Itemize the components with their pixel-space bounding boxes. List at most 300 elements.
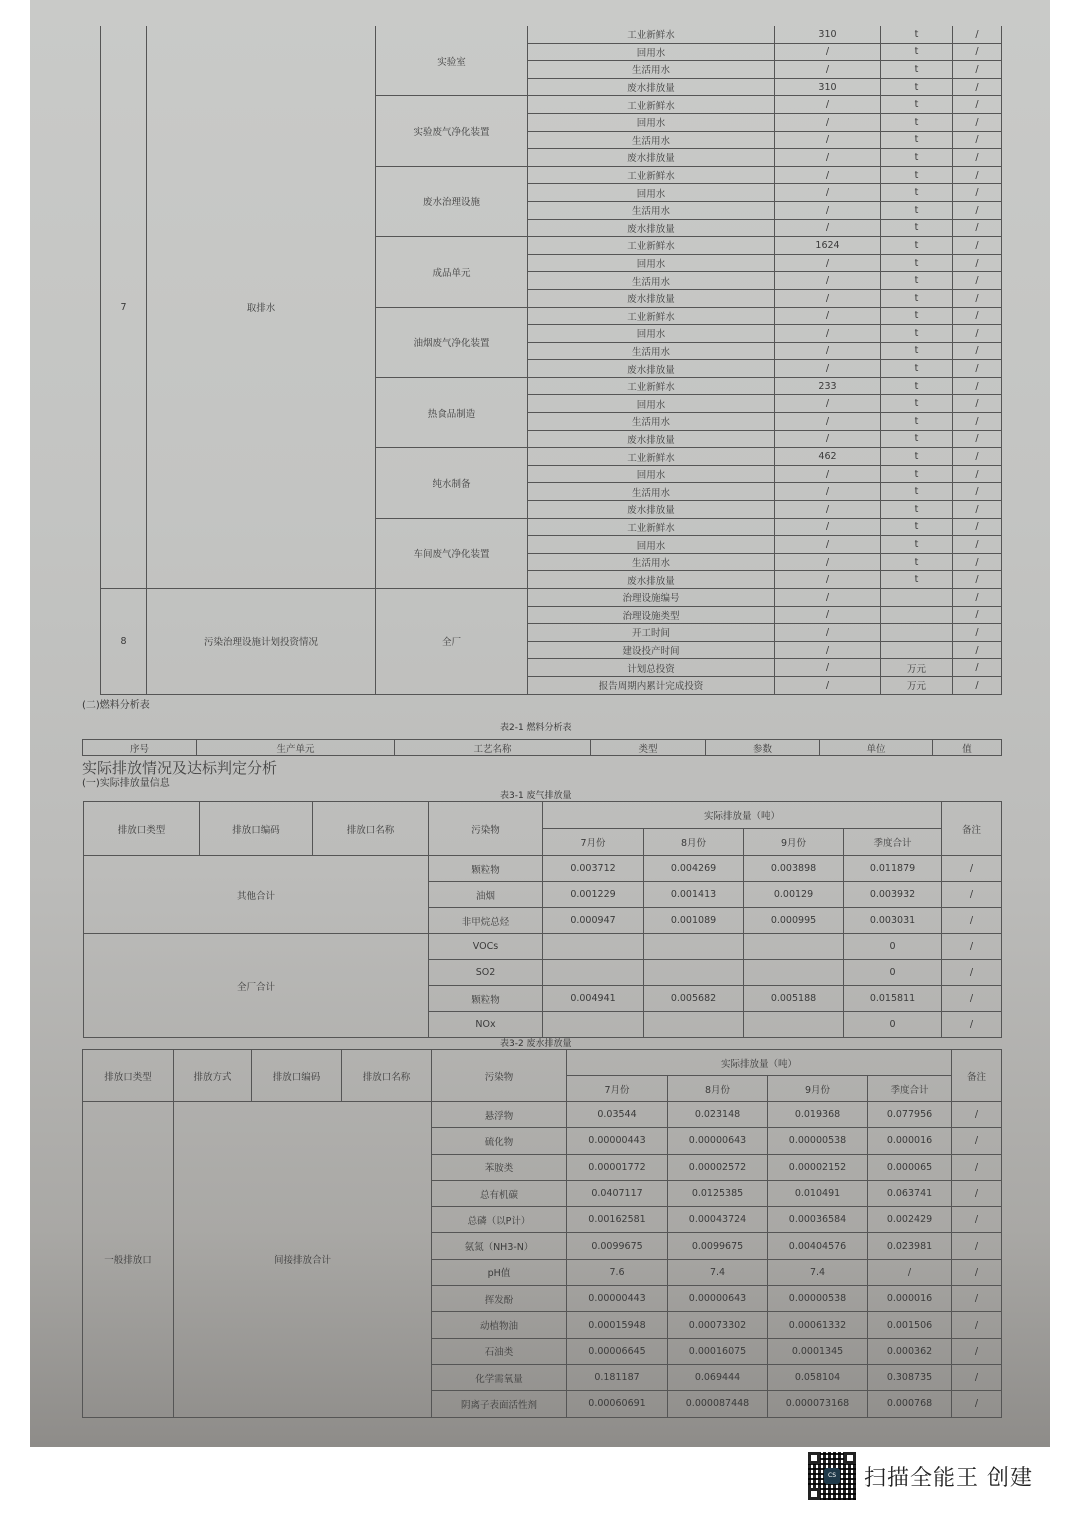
cell-remark: / — [953, 219, 1002, 237]
cell-sep: 0.058104 — [768, 1364, 868, 1390]
cell-pollutant: 石油类 — [432, 1338, 567, 1364]
cell-value: / — [775, 360, 881, 378]
fuel-header-cell: 类型 — [591, 740, 706, 756]
fuel-table-header-row — [83, 740, 1002, 756]
cell-unit — [881, 641, 953, 659]
cell-quarter-total: 0.000065 — [868, 1154, 952, 1180]
cell-pollutant: pH值 — [432, 1259, 567, 1285]
production-unit-name: 全厂 — [376, 589, 528, 695]
group-label: 全厂合计 — [84, 934, 429, 1038]
cell-unit: t — [881, 536, 953, 554]
cell-jul: 0.00000443 — [567, 1286, 668, 1312]
cell-value: / — [775, 166, 881, 184]
cell-metric: 废水排放量 — [528, 149, 775, 167]
cell-jul: 0.004941 — [543, 986, 644, 1012]
fuel-header-cell: 单位 — [820, 740, 933, 756]
cell-sep — [744, 960, 844, 986]
cell-metric: 回用水 — [528, 43, 775, 61]
header-month-sep: 9月份 — [768, 1076, 868, 1102]
cell-value: / — [775, 43, 881, 61]
header-remark: 备注 — [952, 1050, 1002, 1102]
cell-remark: / — [953, 272, 1002, 290]
cell-metric: 生活用水 — [528, 61, 775, 79]
cell-value: / — [775, 589, 881, 607]
cell-value: / — [775, 465, 881, 483]
cell-sep: 0.00000538 — [768, 1286, 868, 1312]
cell-quarter-total: 0.003031 — [844, 908, 942, 934]
cell-metric: 生活用水 — [528, 201, 775, 219]
cell-remark: / — [953, 536, 1002, 554]
cell-value: / — [775, 96, 881, 114]
cell-unit: t — [881, 201, 953, 219]
cell-quarter-total: 0 — [844, 960, 942, 986]
cell-sep — [744, 1012, 844, 1038]
cell-remark: / — [953, 201, 1002, 219]
fuel-analysis-table — [82, 739, 1002, 756]
cell-remark: / — [942, 934, 1002, 960]
cell-value: / — [775, 536, 881, 554]
cell-value: / — [775, 641, 881, 659]
cell-remark: / — [952, 1233, 1002, 1259]
cell-pollutant: NOx — [429, 1012, 543, 1038]
cell-aug: 0.00016075 — [668, 1338, 768, 1364]
cell-unit: t — [881, 237, 953, 255]
cell-metric: 治理设施类型 — [528, 606, 775, 624]
cell-unit: t — [881, 342, 953, 360]
cell-sep: 7.4 — [768, 1259, 868, 1285]
cell-jul: 0.000947 — [543, 908, 644, 934]
cell-sep: 0.00129 — [744, 882, 844, 908]
header-pollutant: 污染物 — [429, 802, 543, 856]
cell-unit: t — [881, 377, 953, 395]
header-actual-emission: 实际排放量（吨） — [567, 1050, 952, 1076]
cell-value: / — [775, 149, 881, 167]
wastewater-emission-table — [82, 1049, 1002, 1418]
header-quarter-total: 季度合计 — [844, 829, 942, 856]
cell-sep: 0.003898 — [744, 856, 844, 882]
cell-remark: / — [953, 149, 1002, 167]
cell-jul: 0.03544 — [567, 1102, 668, 1128]
cell-value: / — [775, 272, 881, 290]
cell-remark: / — [953, 430, 1002, 448]
cell-unit: t — [881, 166, 953, 184]
gas-table-caption: 表3-1 废气排放量 — [500, 791, 572, 801]
cell-unit — [881, 624, 953, 642]
gas-emission-table — [83, 801, 1002, 1038]
outlet-type-label: 一般排放口 — [83, 1102, 174, 1418]
table-row — [84, 856, 1002, 882]
cell-unit — [881, 606, 953, 624]
cell-remark: / — [942, 882, 1002, 908]
cell-quarter-total: 0.002429 — [868, 1207, 952, 1233]
table-row — [101, 26, 1002, 43]
header-month-aug: 8月份 — [668, 1076, 768, 1102]
cell-remark: / — [953, 131, 1002, 149]
cell-metric: 开工时间 — [528, 624, 775, 642]
cell-value: / — [775, 342, 881, 360]
cell-remark: / — [953, 342, 1002, 360]
header-outlet-type: 排放口类型 — [84, 802, 200, 856]
cell-jul: 0.00006645 — [567, 1338, 668, 1364]
cell-jul: 0.001229 — [543, 882, 644, 908]
cell-value: / — [775, 413, 881, 431]
cell-pollutant: 挥发酚 — [432, 1286, 567, 1312]
cell-pollutant: 油烟 — [429, 882, 543, 908]
row-seq-number: 7 — [101, 26, 147, 589]
cell-unit: t — [881, 483, 953, 501]
cell-remark: / — [953, 624, 1002, 642]
cell-metric: 工业新鲜水 — [528, 377, 775, 395]
cell-remark: / — [952, 1207, 1002, 1233]
header-outlet-code: 排放口编码 — [200, 802, 313, 856]
cell-jul: 0.00001772 — [567, 1154, 668, 1180]
cell-value: / — [775, 325, 881, 343]
cell-metric: 生活用水 — [528, 342, 775, 360]
cell-quarter-total: 0.000016 — [868, 1286, 952, 1312]
camscanner-badge: CS — [824, 1468, 840, 1484]
cell-value: 233 — [775, 377, 881, 395]
cell-remark: / — [953, 553, 1002, 571]
cell-pollutant: VOCs — [429, 934, 543, 960]
cell-quarter-total: 0.063741 — [868, 1180, 952, 1206]
production-unit-name: 实验废气净化装置 — [376, 96, 528, 166]
cell-sep: 0.000073168 — [768, 1391, 868, 1417]
cell-value: / — [775, 676, 881, 694]
cell-aug: 0.00043724 — [668, 1207, 768, 1233]
cell-remark: / — [942, 986, 1002, 1012]
cell-unit: t — [881, 254, 953, 272]
cell-metric: 报告周期内累计完成投资 — [528, 676, 775, 694]
cell-metric: 废水排放量 — [528, 571, 775, 589]
cell-quarter-total: 0.003932 — [844, 882, 942, 908]
cell-pollutant: 阴离子表面活性剂 — [432, 1391, 567, 1417]
cell-value: / — [775, 131, 881, 149]
cell-remark: / — [953, 113, 1002, 131]
water-emission-table-caption: 表3-2 废水排放量 — [500, 1039, 572, 1049]
cell-value: / — [775, 219, 881, 237]
cell-remark: / — [953, 676, 1002, 694]
cell-metric: 废水排放量 — [528, 219, 775, 237]
cell-quarter-total: 0.011879 — [844, 856, 942, 882]
cell-metric: 工业新鲜水 — [528, 448, 775, 466]
cell-remark: / — [952, 1312, 1002, 1338]
cell-sep: 0.00036584 — [768, 1207, 868, 1233]
cell-unit: t — [881, 465, 953, 483]
cell-unit: 万元 — [881, 659, 953, 677]
cell-unit: t — [881, 307, 953, 325]
cell-aug: 0.004269 — [644, 856, 744, 882]
cell-remark: / — [953, 413, 1002, 431]
cell-jul: 0.00000443 — [567, 1128, 668, 1154]
cell-remark: / — [953, 166, 1002, 184]
cell-pollutant: 总磷（以P计） — [432, 1207, 567, 1233]
cell-remark: / — [953, 501, 1002, 519]
cell-metric: 回用水 — [528, 395, 775, 413]
cell-metric: 回用水 — [528, 254, 775, 272]
cell-metric: 生活用水 — [528, 553, 775, 571]
cell-sep — [744, 934, 844, 960]
watermark-text: 扫描全能王 创建 — [864, 1465, 1033, 1491]
cell-sep: 0.00404576 — [768, 1233, 868, 1259]
cell-unit — [881, 589, 953, 607]
cell-aug: 0.00000643 — [668, 1286, 768, 1312]
cell-pollutant: 化学需氧量 — [432, 1364, 567, 1390]
cell-value: / — [775, 307, 881, 325]
cell-pollutant: 硫化物 — [432, 1128, 567, 1154]
cell-quarter-total: 0 — [844, 934, 942, 960]
cell-metric: 废水排放量 — [528, 501, 775, 519]
cell-remark: / — [953, 448, 1002, 466]
cell-remark: / — [952, 1364, 1002, 1390]
cell-aug: 7.4 — [668, 1259, 768, 1285]
cell-value: / — [775, 113, 881, 131]
cell-unit: t — [881, 184, 953, 202]
cell-value: / — [775, 61, 881, 79]
header-quarter-total: 季度合计 — [868, 1076, 952, 1102]
cell-value: / — [775, 254, 881, 272]
section-heading: 实际排放情况及达标判定分析 — [82, 759, 278, 777]
cell-jul: 0.181187 — [567, 1364, 668, 1390]
cell-jul — [543, 1012, 644, 1038]
cell-metric: 建设投产时间 — [528, 641, 775, 659]
cell-jul — [543, 934, 644, 960]
cell-value: 310 — [775, 78, 881, 96]
cell-aug: 0.023148 — [668, 1102, 768, 1128]
header-month-jul: 7月份 — [543, 829, 644, 856]
cell-sep: 0.00002152 — [768, 1154, 868, 1180]
header-month-jul: 7月份 — [567, 1076, 668, 1102]
cell-value: 310 — [775, 26, 881, 43]
cell-remark: / — [953, 307, 1002, 325]
header-outlet-code: 排放口编码 — [252, 1050, 342, 1102]
header-pollutant: 污染物 — [432, 1050, 567, 1102]
cell-remark: / — [952, 1102, 1002, 1128]
cell-sep: 0.0001345 — [768, 1338, 868, 1364]
cell-value: / — [775, 606, 881, 624]
cell-metric: 工业新鲜水 — [528, 26, 775, 43]
fuel-table-caption: 表2-1 燃料分析表 — [500, 723, 572, 733]
cell-value: / — [775, 659, 881, 677]
cell-remark: / — [953, 78, 1002, 96]
cell-jul: 0.00162581 — [567, 1207, 668, 1233]
table-row — [83, 1102, 1002, 1128]
cell-sep: 0.000995 — [744, 908, 844, 934]
cell-remark: / — [952, 1338, 1002, 1364]
cell-remark: / — [953, 465, 1002, 483]
row-item-name: 污染治理设施计划投资情况 — [147, 589, 376, 695]
cell-remark: / — [953, 184, 1002, 202]
cell-remark: / — [952, 1128, 1002, 1154]
discharge-method-label: 间接排放合计 — [174, 1102, 432, 1418]
cell-remark: / — [942, 856, 1002, 882]
cell-value: / — [775, 395, 881, 413]
cell-aug: 0.00073302 — [668, 1312, 768, 1338]
production-unit-name: 实验室 — [376, 26, 528, 96]
fuel-header-cell: 参数 — [706, 740, 820, 756]
cell-aug: 0.000087448 — [668, 1391, 768, 1417]
cell-aug: 0.069444 — [668, 1364, 768, 1390]
cell-aug: 0.001413 — [644, 882, 744, 908]
section-subheading: (一)实际排放量信息 — [82, 778, 170, 789]
cell-metric: 回用水 — [528, 113, 775, 131]
cell-unit: t — [881, 501, 953, 519]
cell-remark: / — [953, 360, 1002, 378]
production-unit-name: 油烟废气净化装置 — [376, 307, 528, 377]
cell-value: / — [775, 518, 881, 536]
cell-pollutant: 氨氮（NH3-N） — [432, 1233, 567, 1259]
cell-quarter-total: 0.308735 — [868, 1364, 952, 1390]
cell-value: 1624 — [775, 237, 881, 255]
cell-metric: 废水排放量 — [528, 360, 775, 378]
cell-remark: / — [942, 960, 1002, 986]
cell-aug — [644, 1012, 744, 1038]
cell-unit: t — [881, 96, 953, 114]
cell-jul: 0.003712 — [543, 856, 644, 882]
cell-value: / — [775, 201, 881, 219]
cell-remark: / — [953, 26, 1002, 43]
cell-pollutant: 动植物油 — [432, 1312, 567, 1338]
cell-metric: 废水排放量 — [528, 78, 775, 96]
cell-quarter-total: / — [868, 1259, 952, 1285]
scanner-watermark — [808, 1452, 1033, 1500]
cell-remark: / — [952, 1286, 1002, 1312]
cell-quarter-total: 0.077956 — [868, 1102, 952, 1128]
cell-jul: 7.6 — [567, 1259, 668, 1285]
cell-value: 462 — [775, 448, 881, 466]
cell-sep: 0.00000538 — [768, 1128, 868, 1154]
cell-quarter-total: 0.000016 — [868, 1128, 952, 1154]
production-unit-name: 纯水制备 — [376, 448, 528, 518]
header-outlet-name: 排放口名称 — [342, 1050, 432, 1102]
cell-metric: 工业新鲜水 — [528, 307, 775, 325]
cell-sep: 0.010491 — [768, 1180, 868, 1206]
cell-aug: 0.0125385 — [668, 1180, 768, 1206]
cell-remark: / — [953, 589, 1002, 607]
cell-remark: / — [952, 1259, 1002, 1285]
cell-remark: / — [953, 518, 1002, 536]
fuel-header-cell: 生产单元 — [197, 740, 395, 756]
cell-metric: 废水排放量 — [528, 430, 775, 448]
cell-metric: 生活用水 — [528, 483, 775, 501]
cell-pollutant: 颗粒物 — [429, 986, 543, 1012]
cell-value: / — [775, 501, 881, 519]
cell-remark: / — [953, 61, 1002, 79]
cell-remark: / — [952, 1154, 1002, 1180]
cell-jul: 0.00015948 — [567, 1312, 668, 1338]
water-usage-table — [100, 26, 1002, 695]
cell-unit: t — [881, 360, 953, 378]
cell-remark: / — [953, 641, 1002, 659]
cell-remark: / — [953, 659, 1002, 677]
cell-remark: / — [953, 289, 1002, 307]
header-month-aug: 8月份 — [644, 829, 744, 856]
cell-value: / — [775, 571, 881, 589]
cell-sep: 0.005188 — [744, 986, 844, 1012]
cell-unit: t — [881, 113, 953, 131]
cell-pollutant: 总有机碳 — [432, 1180, 567, 1206]
cell-sep: 0.00061332 — [768, 1312, 868, 1338]
production-unit-name: 热食品制造 — [376, 377, 528, 447]
cell-metric: 生活用水 — [528, 131, 775, 149]
cell-unit: t — [881, 78, 953, 96]
cell-remark: / — [953, 325, 1002, 343]
header-outlet-type: 排放口类型 — [83, 1050, 174, 1102]
production-unit-name: 废水治理设施 — [376, 166, 528, 236]
cell-quarter-total: 0.023981 — [868, 1233, 952, 1259]
row-seq-number: 8 — [101, 589, 147, 695]
fuel-header-cell: 值 — [933, 740, 1002, 756]
cell-metric: 废水排放量 — [528, 289, 775, 307]
cell-aug: 0.001089 — [644, 908, 744, 934]
cell-unit: t — [881, 61, 953, 79]
cell-quarter-total: 0.000362 — [868, 1338, 952, 1364]
cell-unit: t — [881, 131, 953, 149]
header-remark: 备注 — [942, 802, 1002, 856]
cell-remark: / — [953, 237, 1002, 255]
cell-metric: 工业新鲜水 — [528, 96, 775, 114]
cell-remark: / — [952, 1391, 1002, 1417]
cell-unit: 万元 — [881, 676, 953, 694]
cell-jul: 0.00060691 — [567, 1391, 668, 1417]
cell-metric: 计划总投资 — [528, 659, 775, 677]
cell-remark: / — [953, 606, 1002, 624]
cell-unit: t — [881, 325, 953, 343]
cell-metric: 治理设施编号 — [528, 589, 775, 607]
cell-unit: t — [881, 219, 953, 237]
cell-metric: 生活用水 — [528, 413, 775, 431]
cell-unit: t — [881, 448, 953, 466]
cell-remark: / — [953, 571, 1002, 589]
cell-remark: / — [942, 1012, 1002, 1038]
cell-aug — [644, 934, 744, 960]
cell-aug: 0.00000643 — [668, 1128, 768, 1154]
cell-quarter-total: 0 — [844, 1012, 942, 1038]
cell-unit: t — [881, 149, 953, 167]
cell-unit: t — [881, 430, 953, 448]
header-month-sep: 9月份 — [744, 829, 844, 856]
cell-quarter-total: 0.000768 — [868, 1391, 952, 1417]
cell-unit: t — [881, 289, 953, 307]
qr-code-icon — [808, 1452, 856, 1500]
group-label: 其他合计 — [84, 856, 429, 934]
cell-jul — [543, 960, 644, 986]
cell-value: / — [775, 184, 881, 202]
cell-unit: t — [881, 26, 953, 43]
cell-unit: t — [881, 553, 953, 571]
table-row — [101, 589, 1002, 607]
cell-unit: t — [881, 43, 953, 61]
cell-pollutant: 非甲烷总烃 — [429, 908, 543, 934]
cell-metric: 生活用水 — [528, 272, 775, 290]
cell-unit: t — [881, 571, 953, 589]
cell-remark: / — [953, 483, 1002, 501]
cell-metric: 回用水 — [528, 536, 775, 554]
cell-pollutant: 悬浮物 — [432, 1102, 567, 1128]
cell-sep: 0.019368 — [768, 1102, 868, 1128]
cell-value: / — [775, 289, 881, 307]
cell-remark: / — [953, 254, 1002, 272]
cell-unit: t — [881, 395, 953, 413]
cell-quarter-total: 0.001506 — [868, 1312, 952, 1338]
cell-value: / — [775, 430, 881, 448]
cell-remark: / — [952, 1180, 1002, 1206]
cell-remark: / — [942, 908, 1002, 934]
cell-pollutant: 苯胺类 — [432, 1154, 567, 1180]
production-unit-name: 车间废气净化装置 — [376, 518, 528, 588]
cell-remark: / — [953, 43, 1002, 61]
cell-quarter-total: 0.015811 — [844, 986, 942, 1012]
cell-jul: 0.0099675 — [567, 1233, 668, 1259]
